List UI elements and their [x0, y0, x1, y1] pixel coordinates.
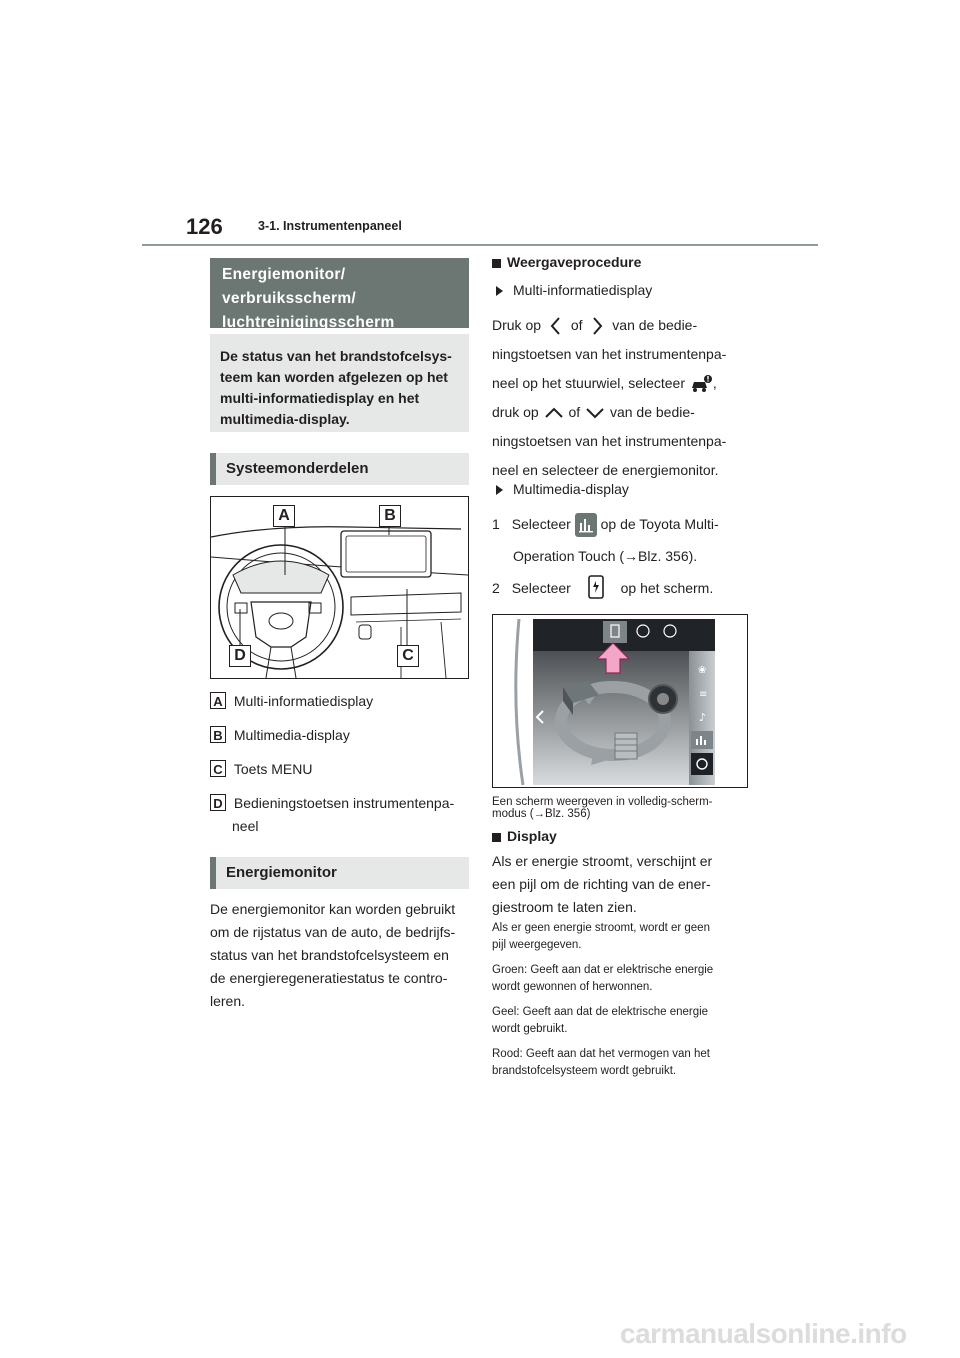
text-line: een pijl om de richting van de ener- — [492, 876, 711, 892]
text-span: Selecteer — [511, 516, 571, 532]
text-span: neel op het stuurwiel, selecteer — [492, 375, 685, 391]
text-span: op de Toyota Multi- — [600, 516, 719, 532]
dashboard-figure — [210, 496, 469, 679]
text-line — [492, 510, 772, 538]
square-bullet-icon — [492, 833, 501, 842]
figure-label-b: B — [379, 505, 401, 527]
text-span: Selecteer — [511, 580, 571, 596]
text-span: druk op — [492, 404, 539, 420]
text-line: ningstoetsen van het instrumentenpa- — [492, 346, 727, 362]
car-info-icon — [689, 373, 713, 395]
chevron-up-icon — [543, 404, 565, 422]
heading-text: Display — [507, 828, 557, 844]
header-rule — [142, 244, 818, 246]
text-span: van de bedie- — [612, 317, 698, 333]
text-line: neel en selecteer de energiemonitor. — [492, 462, 719, 478]
energy-screen-illustration — [493, 615, 747, 787]
caption-line: modus (→Blz. 356) — [492, 808, 591, 820]
note-line: Rood: Geeft aan dat het vermogen van het — [492, 1048, 711, 1060]
figure-label-c: C — [397, 645, 419, 667]
legend-item-c — [210, 758, 312, 781]
legend-item-b — [210, 724, 350, 747]
section-title: 3-1. Instrumentenpaneel — [258, 219, 402, 233]
intro-panel — [210, 334, 469, 432]
text-span: op het scherm. — [620, 580, 714, 596]
main-heading-line: Energiemonitor/ — [222, 266, 346, 283]
intro-line: teem kan worden afgelezen op het — [220, 369, 448, 385]
note — [492, 1004, 772, 1038]
page-number: 126 — [186, 214, 223, 239]
svg-text:❀: ❀ — [698, 665, 707, 676]
heading-energiemonitor: Energiemonitor — [210, 857, 469, 889]
energy-chart-icon — [575, 513, 597, 537]
note-line: Geel: Geeft aan dat de elektrische energie — [492, 1006, 709, 1018]
step-1 — [492, 510, 772, 570]
chevron-down-icon — [584, 404, 606, 422]
square-bullet-icon — [492, 259, 501, 268]
text-span: van de bedie- — [609, 404, 695, 420]
legend-tag: D — [210, 794, 226, 811]
step-number: 2 — [492, 580, 500, 596]
step-number: 1 — [492, 516, 500, 532]
legend-text: Bedieningstoetsen instrumentenpa- — [233, 795, 455, 811]
legend-tag: C — [210, 760, 226, 777]
legend-text: Multimedia-display — [233, 727, 350, 743]
watermark: carmanualsonline.info — [620, 1318, 907, 1349]
energy-monitor-screen-icon — [583, 574, 609, 604]
text-line — [492, 369, 772, 398]
text-span: , — [712, 375, 717, 391]
heading-display — [492, 828, 557, 844]
text-span: of — [568, 404, 581, 420]
text-line: ningstoetsen van het instrumentenpa- — [492, 433, 727, 449]
legend-tag: B — [210, 726, 226, 743]
sub-multi-info — [496, 279, 652, 302]
svg-text:≡: ≡ — [699, 689, 708, 700]
triangle-bullet-icon — [496, 286, 503, 296]
intro-line: multimedia-display. — [220, 411, 350, 427]
sub-multimedia — [496, 478, 629, 501]
main-heading-line: luchtreinigingsscherm — [222, 314, 395, 331]
energy-screen-figure — [492, 614, 748, 788]
chevron-right-icon — [586, 315, 608, 337]
intro-line: multi-informatiedisplay en het — [220, 390, 420, 406]
note-line: wordt gebruikt. — [492, 1023, 568, 1035]
text-line: status van het brandstofcelsysteem en — [210, 947, 449, 963]
text-line: om de rijstatus van de auto, de bedrijfs- — [210, 924, 456, 940]
heading-weergaveprocedure — [492, 254, 641, 270]
text-line: Als er energie stroomt, verschijnt er — [492, 853, 713, 869]
note-line: Groen: Geeft aan dat er elektrische energie — [492, 964, 714, 976]
energy-description — [210, 898, 472, 1013]
figure-label-a: A — [273, 505, 295, 527]
chevron-left-icon — [545, 315, 567, 337]
sub-title: Multimedia-display — [513, 481, 629, 497]
legend-text: Multi-informatiedisplay — [233, 693, 374, 709]
figure-caption — [492, 796, 762, 820]
procedure-text — [492, 311, 772, 485]
note-line: wordt gewonnen of herwonnen. — [492, 981, 653, 993]
intro-line: De status van het brandstofcelsys- — [220, 348, 452, 364]
legend-tag: A — [210, 692, 226, 709]
note — [492, 1046, 772, 1080]
note-line: pijl weergegeven. — [492, 939, 582, 951]
text-line: Operation Touch (→Blz. 356). — [513, 548, 698, 564]
text-span: Druk op — [492, 317, 542, 333]
heading-text: Weergaveprocedure — [507, 254, 642, 270]
main-heading-line: verbruiksscherm/ — [222, 290, 357, 307]
legend-text: Toets MENU — [233, 761, 313, 777]
legend-item-a — [210, 690, 373, 713]
step-2 — [492, 574, 772, 604]
note-line: Als er geen energie stroomt, wordt er geen — [492, 922, 710, 934]
figure-label-d: D — [229, 645, 251, 667]
text-line: de energieregeneratiestatus te contro- — [210, 970, 448, 986]
caption-line: Een scherm weergeven in volledig-scherm- — [492, 796, 713, 808]
note — [492, 962, 772, 996]
text-line: leren. — [210, 993, 246, 1009]
display-notes — [492, 920, 772, 1080]
svg-text:♪: ♪ — [699, 711, 707, 724]
text-line: giestroom te laten zien. — [492, 899, 637, 915]
text-line — [492, 311, 772, 340]
legend-item-d — [210, 792, 454, 815]
text-line — [492, 398, 772, 427]
text-line: De energiemonitor kan worden gebruikt — [210, 901, 456, 917]
legend-text-continued: neel — [232, 818, 259, 834]
heading-systeemonderdelen: Systeemonderdelen — [210, 453, 469, 485]
display-description — [492, 850, 772, 919]
sub-title: Multi-informatiedisplay — [513, 282, 653, 298]
main-heading — [210, 258, 469, 331]
text-span: of — [570, 317, 583, 333]
note — [492, 920, 772, 954]
note-line: brandstofcelsysteem wordt gebruikt. — [492, 1065, 677, 1077]
triangle-bullet-icon — [496, 485, 503, 495]
